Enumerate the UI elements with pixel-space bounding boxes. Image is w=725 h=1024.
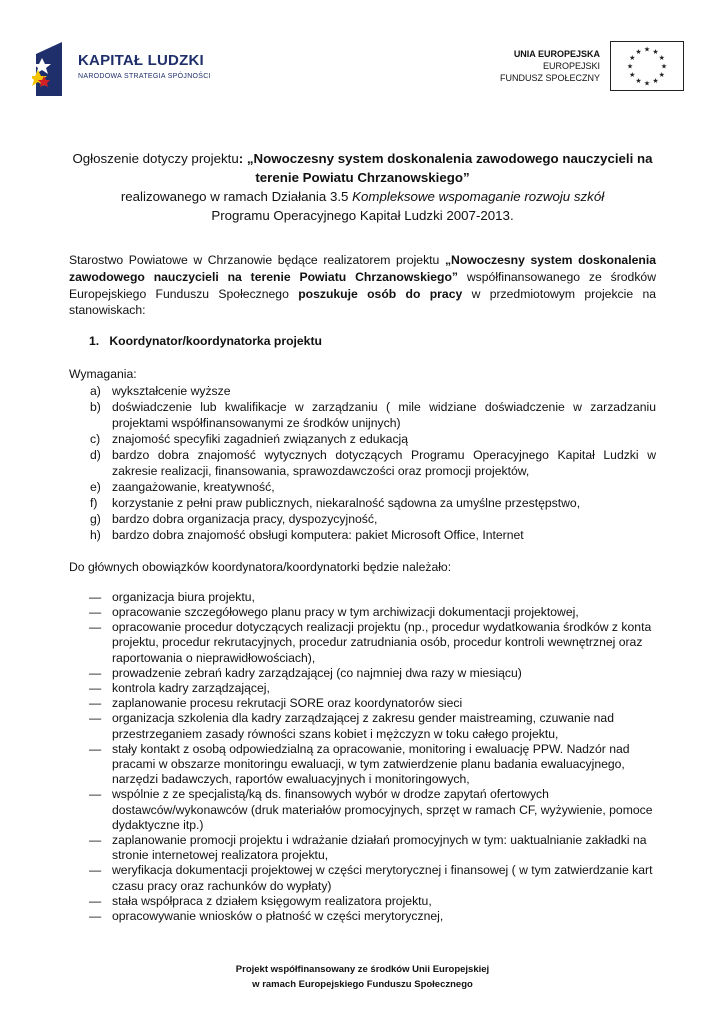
eu-star: ★ — [652, 78, 659, 86]
duty-text: organizacja szkolenia dla kadry zarządzającej z zakresu gender maistreaming, czuwanie nad przestrzeganiem zasady równości szans kobiet i mężczyzn w toku całego projektu, — [112, 711, 614, 741]
requirement-text: korzystanie z pełni praw publicznych, niekaralność sądowna za umyślne przestępstwo, — [112, 495, 581, 510]
duty-text: opracowanie szczegółowego planu pracy w tym archiwizacji dokumentacji projektowej, — [112, 605, 579, 619]
requirement-label: b) — [90, 399, 101, 414]
requirement-item — [69, 479, 656, 495]
requirement-text: zaangażowanie, kreatywność, — [112, 479, 275, 494]
paragraph-hiring: poszukuje osób do pracy — [298, 286, 463, 301]
duty-item — [69, 833, 656, 863]
kapital-ludzki-logo-icon — [32, 40, 66, 96]
eu-star: ★ — [658, 72, 665, 79]
duties-title: Do głównych obowiązków koordynatora/koordynatorki będzie należało: — [69, 560, 452, 574]
duties-list — [69, 590, 656, 924]
dash-bullet: — — [89, 863, 102, 878]
requirement-text: bardzo dobra organizacja pracy, dyspozycyjność, — [112, 511, 378, 526]
eu-star: ★ — [643, 80, 651, 88]
requirement-text: wykształcenie wyższe — [112, 383, 231, 398]
paragraph-part-1: Starostwo Powiatowe w Chrzanowie będące realizatorem projektu — [69, 253, 445, 267]
page-header — [0, 0, 725, 110]
requirement-item — [69, 431, 656, 447]
duty-item — [69, 909, 656, 924]
position-heading: 1. Koordynator/koordynatorka projektu — [89, 334, 322, 348]
eu-flag — [610, 41, 684, 91]
intro-prefix: Ogłoszenie dotyczy projektu — [72, 151, 239, 166]
intro-line-1 — [55, 149, 670, 187]
requirement-label: g) — [90, 511, 101, 526]
paragraph-part-3: współfinansowanego ze środków Europejskiego Funduszu Społecznego — [69, 269, 656, 301]
duty-item — [69, 605, 656, 620]
paragraph-project-name: „Nowoczesny system doskonalenia zawodowego nauczycieli na terenie Powiatu Chrzanowskiego” — [69, 253, 656, 284]
eu-star: ★ — [629, 55, 636, 62]
requirement-text: doświadczenie lub kwalifikacje w zarządzaniu ( mile widziane doświadczenie w zarzadzaniu projektami współfinansowanymi ze środków unijnych) — [112, 399, 656, 430]
intro-colon: : — [238, 151, 247, 166]
paragraph-part-5: w przedmiotowym projekcie na stanowiskach: — [69, 286, 657, 318]
intro-line-3 — [55, 187, 670, 206]
requirement-item — [69, 511, 656, 527]
logo-subtitle: NARODOWA STRATEGIA SPÓJNOŚCI — [78, 73, 211, 80]
requirement-text: bardzo dobra znajomość obsługi komputera: pakiet Microsoft Office, Internet — [112, 527, 524, 542]
requirement-text: znajomość specyfiki zagadnień związanych z edukacją — [112, 431, 409, 446]
requirement-label: h) — [90, 527, 101, 542]
eu-star: ★ — [643, 46, 651, 54]
requirement-item — [69, 399, 656, 431]
duty-item — [69, 894, 656, 909]
eu-star: ★ — [635, 78, 642, 86]
requirement-item — [69, 447, 656, 479]
requirement-label: f) — [90, 495, 98, 510]
eu-line-2: EUROPEJSKI — [542, 61, 600, 71]
duty-item — [69, 863, 656, 893]
eu-star: ★ — [652, 48, 659, 56]
requirement-item — [69, 495, 656, 511]
eu-stars-icon — [611, 42, 683, 90]
requirement-label: a) — [90, 383, 101, 398]
duty-item — [69, 742, 656, 788]
eu-fund-label — [500, 48, 600, 84]
intro-paragraph — [69, 252, 656, 319]
intro-measure-name: Kompleksowe wspomaganie rozwoju szkół — [352, 189, 605, 204]
dash-bullet: — — [89, 741, 102, 756]
footer-line-1: Projekt współfinansowany ze środków Unii Europejskiej — [235, 964, 490, 975]
duty-item — [69, 681, 656, 696]
project-title: „Nowoczesny system doskonalenia zawodowego nauczycieli na terenie Powiatu Chrzanowskiego” — [246, 151, 653, 185]
dash-bullet: — — [89, 787, 102, 802]
dash-bullet: — — [89, 833, 102, 848]
intro-measure: realizowanego w ramach Działania 3.5 — [120, 189, 353, 204]
duty-item — [69, 666, 656, 681]
duty-text: wspólnie z ze specjalistą/ką ds. finansowych wybór w drodze zapytań ofertowych dostawców/wykonawców (druk materiałów promocyjnych, sprzęt w ramach CF, wyżywienie, pomoce dydaktyczne itp.) — [112, 787, 653, 832]
logo-title: KAPITAŁ LUDZKI — [78, 52, 204, 69]
duties-section — [69, 559, 656, 924]
eu-line-3: FUNDUSZ SPOŁECZNY — [499, 73, 600, 83]
duty-item — [69, 787, 656, 833]
duty-text: weryfikacja dokumentacji projektowej w części merytorycznej i finansowej ( w tym zatwierdzanie kart czasu pracy oraz rachunków do wypłaty) — [112, 863, 653, 893]
eu-star: ★ — [629, 72, 636, 79]
requirements-section — [69, 366, 656, 543]
duty-item — [69, 620, 656, 666]
requirement-label: c) — [90, 431, 101, 446]
kapital-ludzki-logo — [32, 40, 211, 96]
dash-bullet: — — [89, 893, 102, 908]
dash-bullet: — — [89, 665, 102, 680]
page-footer — [0, 962, 725, 992]
requirements-list — [69, 383, 656, 543]
dash-bullet: — — [89, 620, 102, 635]
duty-text: stała współpraca z działem księgowym realizatora projektu, — [112, 893, 432, 908]
eu-line-1: UNIA EUROPEJSKA — [513, 49, 600, 59]
duty-text: opracowywanie wniosków o płatność w części merytorycznej, — [112, 909, 444, 924]
requirement-item — [69, 527, 656, 543]
duty-item — [69, 711, 656, 741]
duty-text: stały kontakt z osobą odpowiedzialną za opracowanie, monitoring i ewaluację PPW. Nadzór nad pracami w obszarze monitoringu ewaluacji, w tym zatwierdzenie planu badania ewaluacyjnego, narzędzi badawczych, raportów ewaluacyjnych i monitoringowych, — [112, 741, 630, 787]
duty-item — [69, 696, 656, 711]
requirement-label: d) — [90, 447, 101, 462]
footer-line-2: w ramach Europejskiego Funduszu Społecznego — [252, 979, 473, 990]
dash-bullet: — — [89, 909, 102, 924]
duty-text: opracowanie procedur dotyczących realizacji projektu (np., procedur wydatkowania środków z konta projektu, procedur rekrutacyjnych, procedur zatrudniania osób, procedur kontroli wewnętrznej oraz raportowania o nieprawidłowościach), — [112, 620, 652, 665]
intro-line-4: Programu Operacyjnego Kapitał Ludzki 2007-2013. — [211, 208, 514, 223]
announcement-intro — [55, 149, 670, 225]
eu-star: ★ — [658, 55, 665, 62]
requirement-text: bardzo dobra znajomość wytycznych dotyczących Programu Operacyjnego Kapitał Ludzki w zakresie realizacji, finansowania, sprawozdawczości oraz promocji projektów, — [112, 447, 656, 478]
eu-star: ★ — [635, 48, 642, 56]
duty-text: zaplanowanie promocji projektu i wdrażanie działań promocyjnych w tym: uaktualnianie zakładki na stronie internetowej realizatora projektu, — [112, 833, 647, 863]
duty-item — [69, 590, 656, 605]
requirement-item — [69, 383, 656, 399]
eu-star: ★ — [626, 63, 634, 71]
dash-bullet: — — [89, 696, 102, 711]
dash-bullet: — — [89, 711, 102, 726]
requirements-title: Wymagania: — [69, 367, 137, 381]
requirement-label: e) — [90, 479, 101, 494]
duty-text: zaplanowanie procesu rekrutacji SORE oraz koordynatorów sieci — [112, 696, 463, 711]
dash-bullet: — — [89, 681, 102, 696]
duty-text: prowadzenie zebrań kadry zarządzającej (co najmniej dwa razy w miesiącu) — [112, 665, 522, 680]
duty-text: kontrola kadry zarządzającej, — [112, 681, 270, 696]
dash-bullet: — — [89, 589, 102, 604]
duty-text: organizacja biura projektu, — [112, 589, 255, 604]
dash-bullet: — — [89, 605, 102, 619]
eu-star: ★ — [660, 63, 668, 71]
